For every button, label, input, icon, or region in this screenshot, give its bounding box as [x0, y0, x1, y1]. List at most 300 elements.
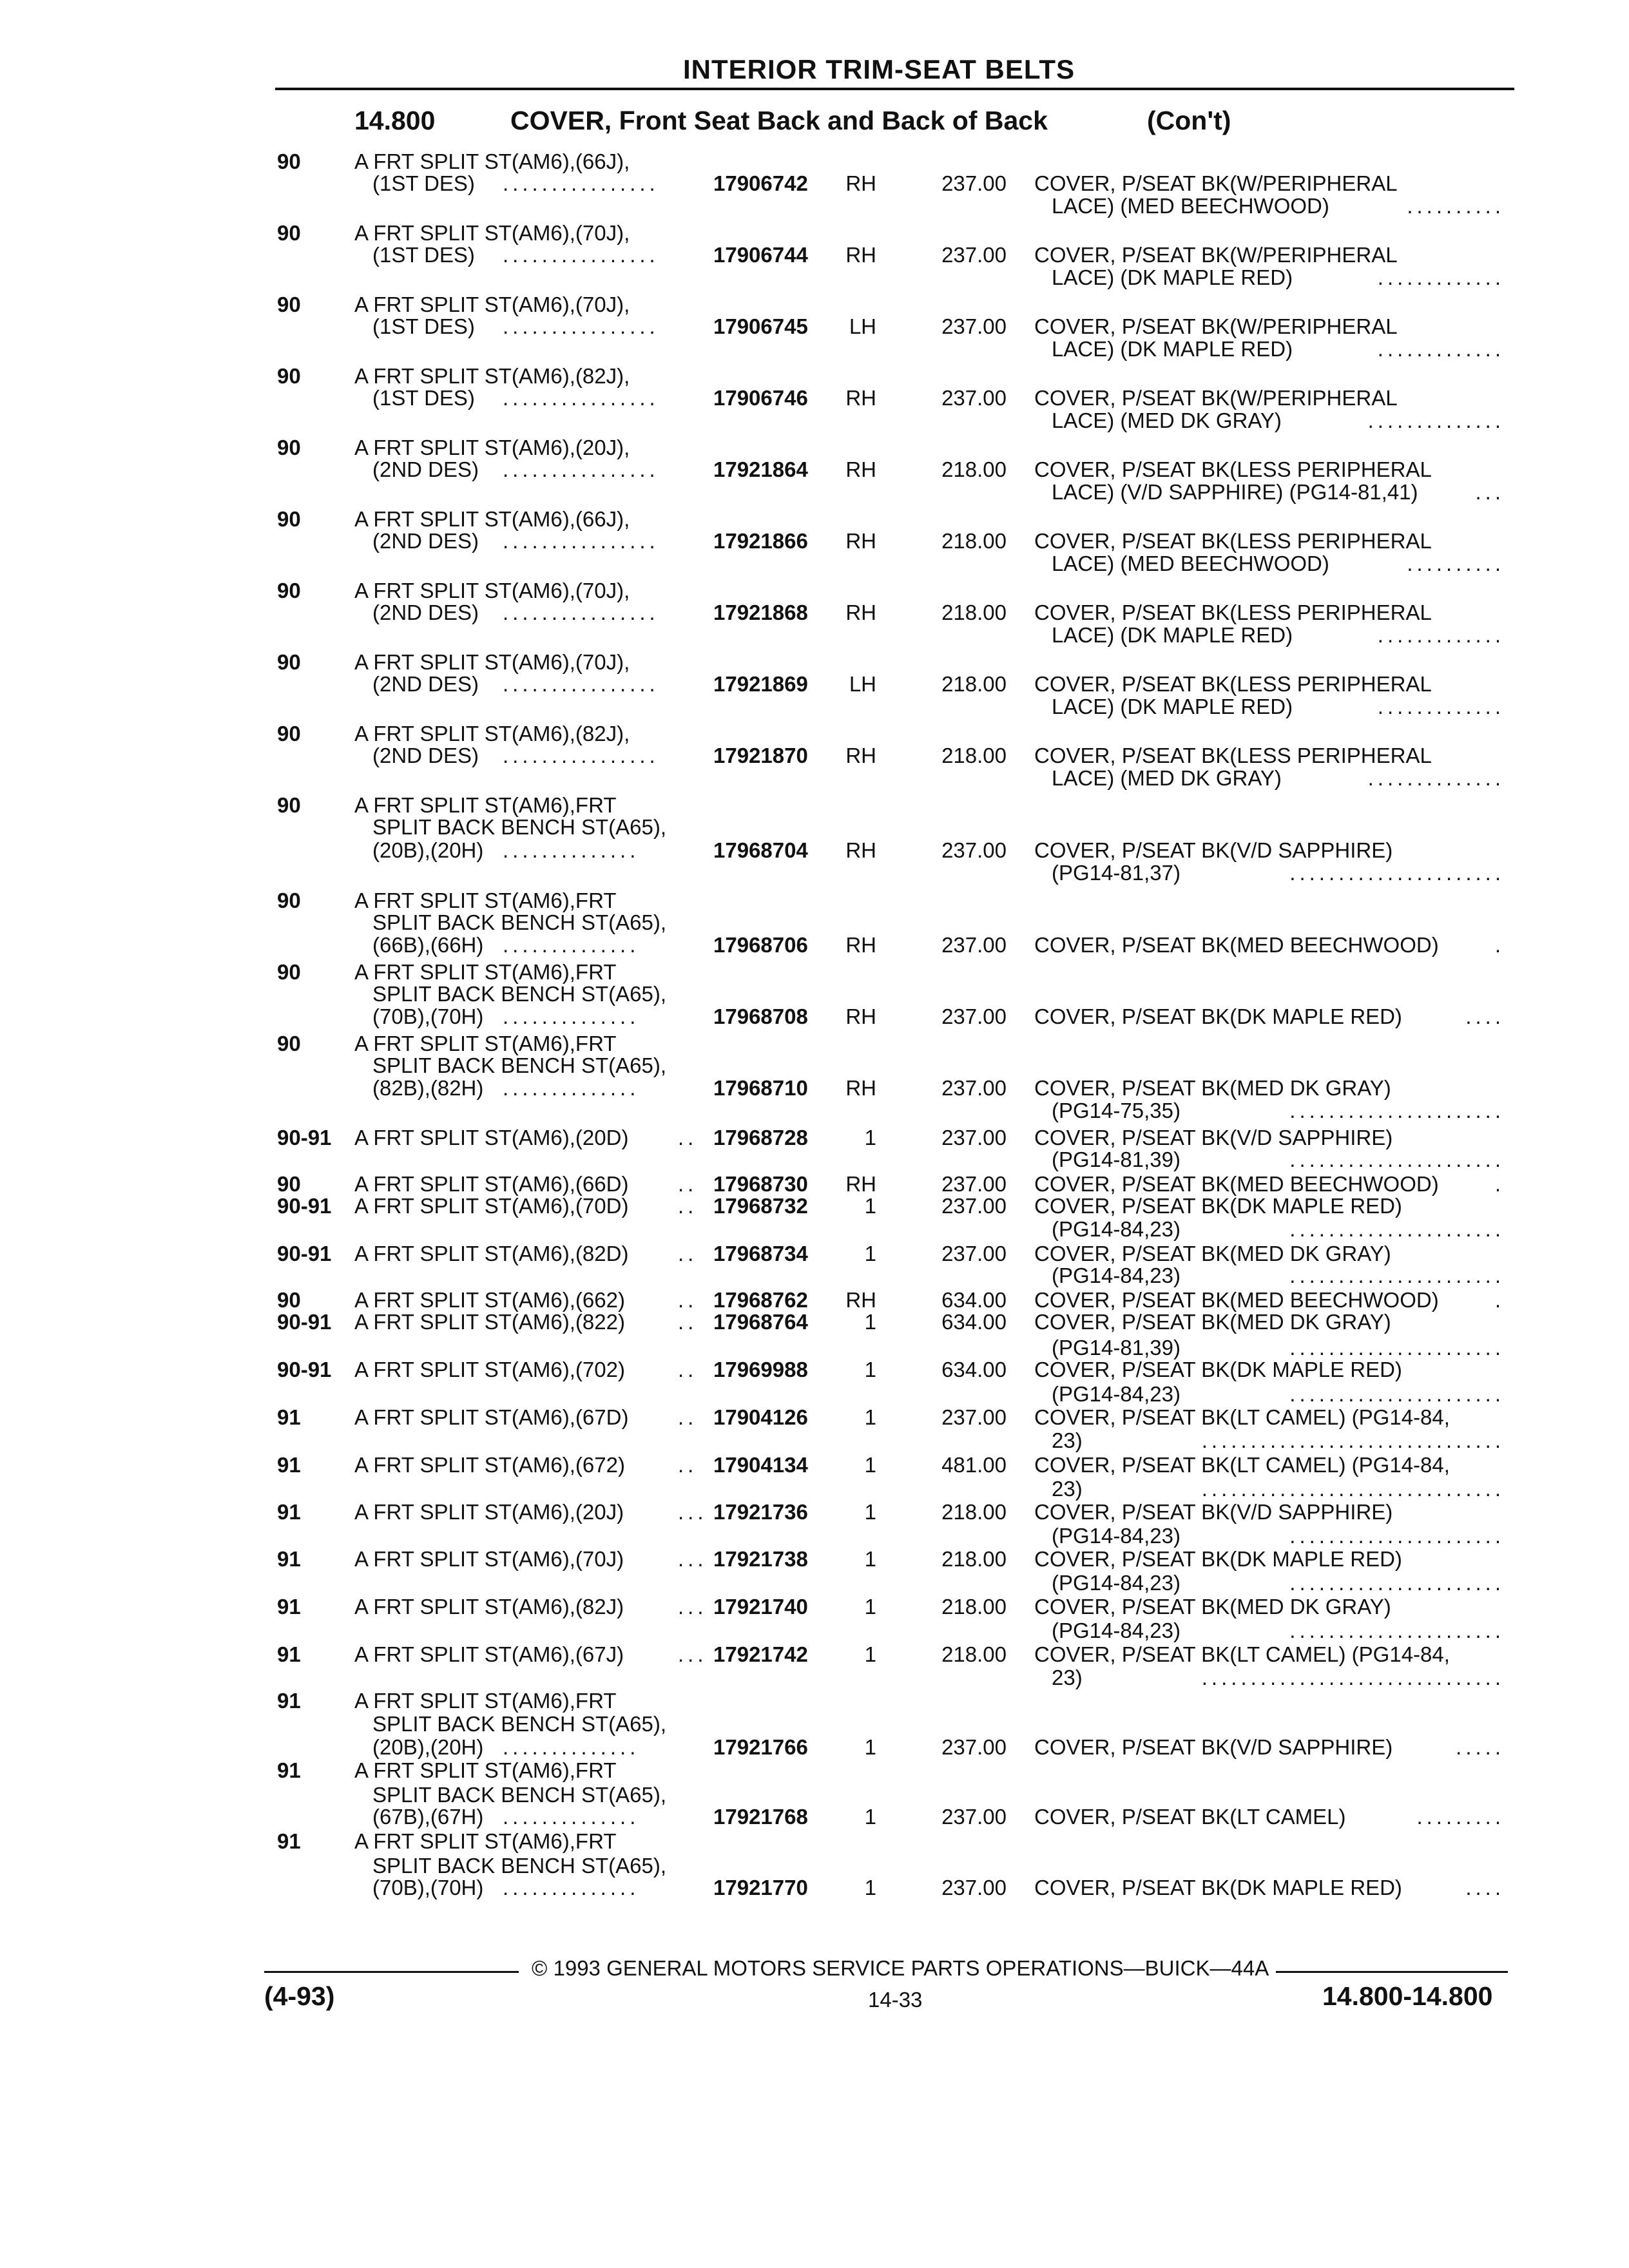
parts-line	[0, 1004, 1629, 1030]
parts-line	[0, 1452, 1629, 1478]
usage-description: A FRT SPLIT ST(AM6),(662)	[354, 1288, 625, 1312]
quantity-side: 1	[864, 1595, 876, 1619]
usage-description-cont: (20B),(20H)	[372, 838, 484, 862]
parts-line	[0, 1499, 1629, 1525]
model-year: 91	[277, 1595, 301, 1619]
part-comment: COVER, P/SEAT BK(LESS PERIPHERAL	[1034, 601, 1432, 624]
price: 237.00	[941, 1076, 1007, 1100]
part-comment: COVER, P/SEAT BK(MED BEECHWOOD)	[1034, 1288, 1439, 1312]
part-comment-cont: (PG14-84,23)	[1052, 1264, 1181, 1287]
parts-line	[0, 743, 1629, 769]
price: 237.00	[941, 314, 1007, 338]
parts-line	[0, 600, 1629, 626]
model-year: 90	[277, 149, 301, 173]
part-comment: COVER, P/SEAT BK(MED DK GRAY)	[1034, 1310, 1391, 1334]
part-comment: COVER, P/SEAT BK(V/D SAPPHIRE)	[1034, 1735, 1393, 1759]
parts-line	[0, 1546, 1629, 1572]
parts-line	[0, 1829, 1629, 1854]
quantity-side: RH	[845, 386, 876, 410]
quantity-side: RH	[845, 601, 876, 624]
section-continued: (Con't)	[1147, 106, 1231, 135]
price: 218.00	[941, 672, 1007, 696]
price: 218.00	[941, 457, 1007, 481]
model-year: 91	[277, 1405, 301, 1429]
leader-dots: ..	[678, 1242, 698, 1265]
leader-dots: ..	[678, 1126, 698, 1149]
parts-line	[0, 193, 1629, 219]
quantity-side: RH	[845, 1076, 876, 1100]
leader-dots: ..............	[503, 1805, 640, 1829]
usage-description-cont: (1ST DES)	[372, 386, 475, 410]
price: 237.00	[941, 171, 1007, 195]
usage-description: A FRT SPLIT ST(AM6),(70J),	[354, 579, 630, 602]
part-number: 17921736	[713, 1500, 808, 1524]
part-comment: COVER, P/SEAT BK(LESS PERIPHERAL	[1034, 457, 1432, 481]
leader-dots: ................	[503, 457, 659, 481]
part-comment: COVER, P/SEAT BK(V/D SAPPHIRE)	[1034, 838, 1393, 862]
parts-line	[0, 1758, 1629, 1783]
part-comment: COVER, P/SEAT BK(DK MAPLE RED)	[1034, 1004, 1402, 1028]
quantity-side: RH	[845, 457, 876, 481]
model-year: 90	[277, 221, 301, 245]
part-number: 17906745	[713, 314, 808, 338]
usage-description-cont: (2ND DES)	[372, 744, 479, 767]
usage-description-cont: (1ST DES)	[372, 243, 475, 267]
usage-description: A FRT SPLIT ST(AM6),(67D)	[354, 1405, 629, 1429]
part-comment: COVER, P/SEAT BK(DK MAPLE RED)	[1034, 1194, 1402, 1218]
part-comment: COVER, P/SEAT BK(W/PERIPHERAL	[1034, 386, 1398, 410]
price: 218.00	[941, 1642, 1007, 1666]
parts-line	[0, 242, 1629, 268]
model-year: 90	[277, 1032, 301, 1055]
part-number: 17921740	[713, 1595, 808, 1619]
part-comment: COVER, P/SEAT BK(LT CAMEL) (PG14-84,	[1034, 1405, 1450, 1429]
leader-dots: .....	[1456, 1735, 1505, 1759]
usage-description: A FRT SPLIT ST(AM6),(82J),	[354, 364, 630, 388]
quantity-side: 1	[864, 1405, 876, 1429]
usage-description-cont: (2ND DES)	[372, 457, 479, 481]
parts-line	[0, 1476, 1629, 1502]
leader-dots: ................	[503, 672, 659, 696]
quantity-side: 1	[864, 1805, 876, 1829]
usage-description: A FRT SPLIT ST(AM6),FRT	[354, 1032, 617, 1055]
parts-line	[0, 1263, 1629, 1289]
price: 218.00	[941, 1595, 1007, 1619]
parts-line	[0, 1053, 1629, 1079]
usage-description-cont: (1ST DES)	[372, 314, 475, 338]
leader-dots: ...............................	[1201, 1428, 1505, 1452]
part-number: 17921870	[713, 744, 808, 767]
leader-dots: ...............................	[1201, 1666, 1505, 1689]
part-number: 17921864	[713, 457, 808, 481]
parts-line	[0, 1594, 1629, 1620]
quantity-side: 1	[864, 1500, 876, 1524]
part-comment-cont: LACE) (DK MAPLE RED)	[1052, 623, 1293, 647]
usage-description-cont: (1ST DES)	[372, 171, 475, 195]
parts-line	[0, 385, 1629, 411]
usage-description: A FRT SPLIT ST(AM6),(20D)	[354, 1126, 629, 1149]
model-year: 91	[277, 1642, 301, 1666]
price: 218.00	[941, 529, 1007, 553]
leader-dots: ..	[678, 1405, 698, 1429]
usage-description-cont: (66B),(66H)	[372, 933, 484, 957]
part-comment-cont: LACE) (V/D SAPPHIRE) (PG14-81,41)	[1052, 480, 1418, 504]
leader-dots: .............	[1377, 623, 1505, 647]
quantity-side: RH	[845, 1004, 876, 1028]
usage-description-cont: SPLIT BACK BENCH ST(A65),	[372, 1783, 667, 1807]
part-comment: COVER, P/SEAT BK(V/D SAPPHIRE)	[1034, 1500, 1393, 1524]
leader-dots: ................	[503, 314, 659, 338]
parts-line	[0, 1688, 1629, 1714]
usage-description-cont: (2ND DES)	[372, 529, 479, 553]
parts-line	[0, 1405, 1629, 1430]
part-comment: COVER, P/SEAT BK(MED DK GRAY)	[1034, 1595, 1391, 1619]
quantity-side: 1	[864, 1547, 876, 1571]
model-year: 91	[277, 1758, 301, 1782]
model-year: 90	[277, 507, 301, 531]
price: 218.00	[941, 744, 1007, 767]
leader-dots: .............	[1377, 265, 1505, 289]
price: 218.00	[941, 1500, 1007, 1524]
part-number: 17921768	[713, 1805, 808, 1829]
part-number: 17906742	[713, 171, 808, 195]
usage-description: A FRT SPLIT ST(AM6),(70J),	[354, 293, 630, 316]
part-number: 17968762	[713, 1288, 808, 1312]
parts-line	[0, 1428, 1629, 1454]
quantity-side: 1	[864, 1453, 876, 1477]
leader-dots: ..	[678, 1288, 698, 1312]
model-year: 90	[277, 436, 301, 459]
quantity-side: 1	[864, 1126, 876, 1149]
usage-description: A FRT SPLIT ST(AM6),(672)	[354, 1453, 625, 1477]
leader-dots: ................	[503, 386, 659, 410]
usage-description-cont: (67B),(67H)	[372, 1805, 484, 1829]
part-comment-cont: (PG14-84,23)	[1052, 1571, 1181, 1595]
part-comment-cont: 23)	[1052, 1428, 1083, 1452]
quantity-side: LH	[849, 314, 876, 338]
parts-line	[0, 408, 1629, 434]
usage-description: A FRT SPLIT ST(AM6),(70J)	[354, 1547, 624, 1571]
usage-description: A FRT SPLIT ST(AM6),FRT	[354, 1689, 617, 1713]
leader-dots: ..	[678, 1358, 698, 1381]
price: 218.00	[941, 1547, 1007, 1571]
part-number: 17968704	[713, 838, 808, 862]
leader-dots: .	[1494, 1288, 1505, 1312]
usage-description-cont: (20B),(20H)	[372, 1735, 484, 1759]
parts-line	[0, 528, 1629, 554]
parts-line	[0, 1381, 1629, 1407]
part-comment: COVER, P/SEAT BK(W/PERIPHERAL	[1034, 243, 1398, 267]
part-comment-cont: LACE) (DK MAPLE RED)	[1052, 265, 1293, 289]
part-comment: COVER, P/SEAT BK(MED DK GRAY)	[1034, 1076, 1391, 1100]
usage-description-cont: SPLIT BACK BENCH ST(A65),	[372, 1053, 667, 1077]
usage-description: A FRT SPLIT ST(AM6),(70J),	[354, 650, 630, 674]
leader-dots: ......................	[1289, 1148, 1505, 1171]
part-number: 17968706	[713, 933, 808, 957]
price: 237.00	[941, 1876, 1007, 1899]
leader-dots: ...............................	[1201, 1477, 1505, 1501]
part-number: 17921738	[713, 1547, 808, 1571]
part-comment: COVER, P/SEAT BK(MED BEECHWOOD)	[1034, 933, 1439, 957]
leader-dots: ..............	[1367, 408, 1505, 432]
part-comment: COVER, P/SEAT BK(LESS PERIPHERAL	[1034, 672, 1432, 696]
footer-copyright: © 1993 GENERAL MOTORS SERVICE PARTS OPERATIONS—BUICK—44A	[532, 1956, 1269, 1980]
part-number: 17904134	[713, 1453, 808, 1477]
price: 481.00	[941, 1453, 1007, 1477]
quantity-side: LH	[849, 672, 876, 696]
parts-line	[0, 1875, 1629, 1901]
parts-line	[0, 1357, 1629, 1383]
parts-line	[0, 694, 1629, 720]
parts-line	[0, 981, 1629, 1007]
footer-date: (4-93)	[264, 1981, 335, 2011]
usage-description: A FRT SPLIT ST(AM6),(82J),	[354, 722, 630, 745]
usage-description-cont: (2ND DES)	[372, 601, 479, 624]
part-comment-cont: LACE) (DK MAPLE RED)	[1052, 337, 1293, 361]
part-comment-cont: (PG14-81,39)	[1052, 1148, 1181, 1171]
leader-dots: ..........	[1407, 194, 1505, 218]
usage-description-cont: (70B),(70H)	[372, 1004, 484, 1028]
part-comment: COVER, P/SEAT BK(LT CAMEL) (PG14-84,	[1034, 1642, 1450, 1666]
model-year: 90	[277, 1288, 301, 1312]
usage-description: A FRT SPLIT ST(AM6),FRT	[354, 889, 617, 912]
usage-description: A FRT SPLIT ST(AM6),(66D)	[354, 1172, 629, 1196]
price: 237.00	[941, 386, 1007, 410]
price: 218.00	[941, 601, 1007, 624]
part-comment: COVER, P/SEAT BK(LT CAMEL)	[1034, 1805, 1346, 1829]
parts-line	[0, 1309, 1629, 1335]
quantity-side: RH	[845, 838, 876, 862]
part-comment: COVER, P/SEAT BK(DK MAPLE RED)	[1034, 1358, 1402, 1381]
leader-dots: ..............	[1367, 766, 1505, 790]
part-comment: COVER, P/SEAT BK(LESS PERIPHERAL	[1034, 744, 1432, 767]
part-number: 17968710	[713, 1076, 808, 1100]
part-number: 17906746	[713, 386, 808, 410]
part-number: 17968730	[713, 1172, 808, 1196]
parts-line	[0, 860, 1629, 886]
model-year: 90	[277, 1172, 301, 1196]
parts-line	[0, 1735, 1629, 1760]
part-comment-cont: (PG14-81,39)	[1052, 1336, 1181, 1360]
part-number: 17968734	[713, 1242, 808, 1265]
parts-line	[0, 551, 1629, 577]
model-year: 90	[277, 793, 301, 817]
leader-dots: ................	[503, 529, 659, 553]
usage-description: A FRT SPLIT ST(AM6),(20J)	[354, 1500, 624, 1524]
model-year: 90	[277, 650, 301, 674]
usage-description: A FRT SPLIT ST(AM6),(66J),	[354, 149, 630, 173]
parts-line	[0, 1665, 1629, 1691]
price: 237.00	[941, 1405, 1007, 1429]
model-year: 90	[277, 293, 301, 316]
quantity-side: RH	[845, 243, 876, 267]
part-comment-cont: (PG14-84,23)	[1052, 1382, 1181, 1406]
part-comment: COVER, P/SEAT BK(LT CAMEL) (PG14-84,	[1034, 1453, 1450, 1477]
footer-section-range: 14.800-14.800	[1322, 1981, 1493, 2011]
leader-dots: ......................	[1289, 1382, 1505, 1406]
usage-description: A FRT SPLIT ST(AM6),(66J),	[354, 507, 630, 531]
part-comment: COVER, P/SEAT BK(DK MAPLE RED)	[1034, 1876, 1402, 1899]
quantity-side: RH	[845, 1172, 876, 1196]
part-number: 17968732	[713, 1194, 808, 1218]
leader-dots: ...	[678, 1547, 708, 1571]
parts-line	[0, 765, 1629, 791]
model-year: 90-91	[277, 1310, 332, 1334]
price: 237.00	[941, 838, 1007, 862]
parts-line	[0, 336, 1629, 362]
parts-line	[0, 1075, 1629, 1101]
leader-dots: ................	[503, 171, 659, 195]
part-comment-cont: LACE) (MED DK GRAY)	[1052, 766, 1282, 790]
footer-page-number: 14-33	[868, 1988, 923, 2012]
usage-description: A FRT SPLIT ST(AM6),FRT	[354, 1829, 617, 1853]
parts-line	[0, 1523, 1629, 1549]
parts-line	[0, 1147, 1629, 1173]
quantity-side: 1	[864, 1358, 876, 1381]
title-rule	[275, 88, 1514, 90]
parts-line	[0, 838, 1629, 863]
part-comment-cont: (PG14-84,23)	[1052, 1619, 1181, 1642]
leader-dots: .	[1494, 1172, 1505, 1196]
part-comment-cont: 23)	[1052, 1477, 1083, 1501]
leader-dots: ......................	[1289, 1524, 1505, 1548]
part-comment-cont: LACE) (MED BEECHWOOD)	[1052, 194, 1329, 218]
leader-dots: ................	[503, 243, 659, 267]
usage-description-cont: SPLIT BACK BENCH ST(A65),	[372, 815, 667, 839]
part-comment: COVER, P/SEAT BK(LESS PERIPHERAL	[1034, 529, 1432, 553]
quantity-side: RH	[845, 1288, 876, 1312]
part-comment-cont: 23)	[1052, 1666, 1083, 1689]
leader-dots: ..............	[503, 1876, 640, 1899]
model-year: 91	[277, 1829, 301, 1853]
leader-dots: ................	[503, 601, 659, 624]
parts-line	[0, 1711, 1629, 1737]
leader-dots: ......................	[1289, 1336, 1505, 1360]
parts-line	[0, 1570, 1629, 1596]
parts-line	[0, 457, 1629, 483]
part-number: 17969988	[713, 1358, 808, 1381]
price: 237.00	[941, 1735, 1007, 1759]
parts-line	[0, 1098, 1629, 1124]
leader-dots: ......................	[1289, 1217, 1505, 1241]
parts-line	[0, 314, 1629, 340]
parts-line	[0, 1216, 1629, 1242]
part-comment-cont: (PG14-84,23)	[1052, 1524, 1181, 1548]
quantity-side: 1	[864, 1876, 876, 1899]
leader-dots: ......................	[1289, 1571, 1505, 1595]
parts-line	[0, 1618, 1629, 1644]
leader-dots: ...	[1475, 480, 1505, 504]
part-number: 17921869	[713, 672, 808, 696]
leader-dots: ..............	[503, 838, 640, 862]
part-comment-cont: (PG14-75,35)	[1052, 1099, 1181, 1122]
part-number: 17921766	[713, 1735, 808, 1759]
parts-line	[0, 622, 1629, 648]
leader-dots: ......................	[1289, 861, 1505, 885]
quantity-side: 1	[864, 1735, 876, 1759]
part-comment-cont: LACE) (MED DK GRAY)	[1052, 408, 1282, 432]
part-number: 17906744	[713, 243, 808, 267]
usage-description-cont: (82B),(82H)	[372, 1076, 484, 1100]
price: 237.00	[941, 243, 1007, 267]
price: 237.00	[941, 1172, 1007, 1196]
parts-line	[0, 932, 1629, 958]
model-year: 91	[277, 1453, 301, 1477]
usage-description: A FRT SPLIT ST(AM6),(70D)	[354, 1194, 629, 1218]
part-number: 17921770	[713, 1876, 808, 1899]
leader-dots: ......................	[1289, 1099, 1505, 1122]
model-year: 90	[277, 364, 301, 388]
parts-line	[0, 1804, 1629, 1830]
usage-description-cont: SPLIT BACK BENCH ST(A65),	[372, 1854, 667, 1878]
model-year: 91	[277, 1500, 301, 1524]
model-year: 90	[277, 960, 301, 984]
leader-dots: ..............	[503, 1076, 640, 1100]
quantity-side: 1	[864, 1194, 876, 1218]
parts-line	[0, 671, 1629, 697]
quantity-side: 1	[864, 1242, 876, 1265]
price: 237.00	[941, 1194, 1007, 1218]
parts-line	[0, 910, 1629, 936]
part-number: 17904126	[713, 1405, 808, 1429]
leader-dots: ..	[678, 1453, 698, 1477]
usage-description: A FRT SPLIT ST(AM6),(20J),	[354, 436, 630, 459]
footer-rule-left	[264, 1971, 519, 1973]
leader-dots: ....	[1465, 1876, 1505, 1899]
leader-dots: ....	[1465, 1004, 1505, 1028]
leader-dots: ..	[678, 1194, 698, 1218]
quantity-side: RH	[845, 529, 876, 553]
leader-dots: ..........	[1407, 552, 1505, 575]
price: 634.00	[941, 1310, 1007, 1334]
part-number: 17921866	[713, 529, 808, 553]
parts-line	[0, 814, 1629, 840]
model-year: 91	[277, 1547, 301, 1571]
model-year: 90-91	[277, 1358, 332, 1381]
parts-line	[0, 265, 1629, 291]
price: 237.00	[941, 1242, 1007, 1265]
model-year: 90	[277, 579, 301, 602]
price: 237.00	[941, 1805, 1007, 1829]
usage-description-cont: SPLIT BACK BENCH ST(A65),	[372, 982, 667, 1006]
section-number: 14.800	[354, 106, 436, 135]
model-year: 91	[277, 1689, 301, 1713]
parts-line	[0, 479, 1629, 505]
usage-description-cont: (2ND DES)	[372, 672, 479, 696]
section-heading	[0, 104, 1629, 137]
parts-line	[0, 171, 1629, 197]
quantity-side: 1	[864, 1642, 876, 1666]
leader-dots: ......................	[1289, 1264, 1505, 1287]
leader-dots: ...	[678, 1595, 708, 1619]
part-comment-cont: LACE) (MED BEECHWOOD)	[1052, 552, 1329, 575]
model-year: 90	[277, 889, 301, 912]
usage-description: A FRT SPLIT ST(AM6),(67J)	[354, 1642, 624, 1666]
part-number: 17968728	[713, 1126, 808, 1149]
part-comment-cont: LACE) (DK MAPLE RED)	[1052, 695, 1293, 718]
leader-dots: ..	[678, 1310, 698, 1334]
quantity-side: RH	[845, 933, 876, 957]
leader-dots: ..............	[503, 1004, 640, 1028]
usage-description: A FRT SPLIT ST(AM6),FRT	[354, 793, 617, 817]
part-comment-cont: (PG14-84,23)	[1052, 1217, 1181, 1241]
part-comment: COVER, P/SEAT BK(MED BEECHWOOD)	[1034, 1172, 1439, 1196]
quantity-side: RH	[845, 171, 876, 195]
footer-rule-right	[1276, 1971, 1508, 1973]
usage-description: A FRT SPLIT ST(AM6),FRT	[354, 1758, 617, 1782]
price: 634.00	[941, 1358, 1007, 1381]
section-title: COVER, Front Seat Back and Back of Back	[510, 106, 1048, 135]
